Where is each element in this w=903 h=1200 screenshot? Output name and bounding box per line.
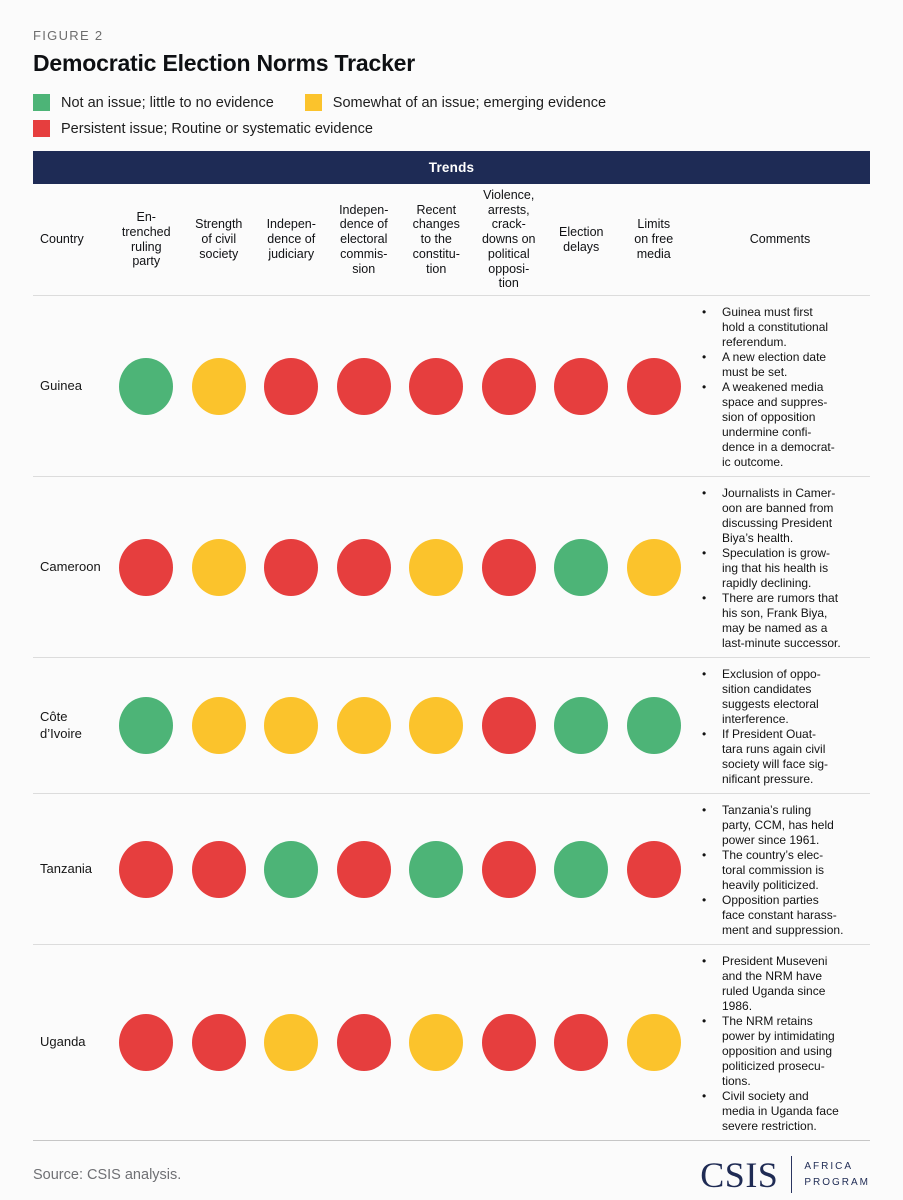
status-cell: [255, 945, 328, 1140]
status-dot-yellow: [192, 539, 246, 596]
column-header-indicator-6: Violence, arrests, crack- downs on political opposi- tion: [481, 187, 536, 291]
status-dot-red: [482, 539, 536, 596]
status-cell: [400, 477, 473, 657]
status-cell: [545, 945, 618, 1140]
status-cell: [473, 945, 546, 1140]
status-cell: [328, 296, 401, 476]
status-dot-green: [264, 841, 318, 898]
comments-list: [690, 667, 868, 787]
status-cell: [545, 477, 618, 657]
footer: [33, 1156, 870, 1193]
logo-divider: [791, 1156, 792, 1193]
status-dot-green: [554, 841, 608, 898]
status-dot-red: [119, 841, 173, 898]
source-text: Source: CSIS analysis.: [33, 1166, 182, 1183]
status-cell: [328, 477, 401, 657]
status-dot-red: [482, 1014, 536, 1071]
status-dot-yellow: [192, 358, 246, 415]
status-cell: [255, 477, 328, 657]
status-dot-red: [337, 539, 391, 596]
status-cell: [183, 794, 256, 944]
table-header-row: [33, 184, 870, 296]
legend-item-yellow: [305, 94, 606, 111]
comment-item: • Guinea must first hold a constitutional referendum.: [690, 305, 868, 350]
status-dot-yellow: [409, 697, 463, 754]
trends-band-label: Trends: [428, 160, 475, 175]
page-title: Democratic Election Norms Tracker: [33, 50, 416, 76]
status-dot-yellow: [627, 1014, 681, 1071]
status-dot-red: [482, 841, 536, 898]
figure-label: FIGURE 2: [33, 28, 104, 43]
status-cell: [618, 296, 691, 476]
comments-list: [690, 305, 868, 470]
status-cell: [110, 794, 183, 944]
comment-item: • The NRM retains power by intimidating opposition and using politicized prosecu- tions.: [690, 1014, 868, 1089]
table: [33, 151, 870, 1141]
comment-item: • A new election date must be set.: [690, 350, 868, 380]
red-legend-swatch-icon: [33, 120, 50, 137]
status-cell: [400, 658, 473, 793]
status-cell: [183, 945, 256, 1140]
status-cell: [618, 658, 691, 793]
status-cell: [255, 794, 328, 944]
column-header-indicator-5: Recent changes to the constitu- tion: [412, 202, 460, 276]
country-label: Uganda: [40, 1034, 86, 1050]
status-dot-red: [264, 358, 318, 415]
comments-cell: [690, 477, 870, 657]
status-dot-red: [554, 1014, 608, 1071]
status-dot-yellow: [409, 1014, 463, 1071]
csis-logo: [700, 1156, 870, 1193]
table-row-uganda: [33, 945, 870, 1141]
status-dot-yellow: [409, 539, 463, 596]
status-dot-red: [337, 358, 391, 415]
figure-header: [33, 28, 870, 137]
status-dot-red: [337, 841, 391, 898]
status-dot-red: [482, 697, 536, 754]
status-dot-red: [627, 841, 681, 898]
status-dot-yellow: [337, 697, 391, 754]
status-dot-green: [409, 841, 463, 898]
status-cell: [328, 794, 401, 944]
status-cell: [545, 794, 618, 944]
legend-row: [33, 120, 870, 137]
status-cell: [545, 658, 618, 793]
comment-item: • President Museveni and the NRM have ruled Uganda since 1986.: [690, 954, 868, 1014]
table-row-cameroon: [33, 477, 870, 658]
status-dot-green: [119, 358, 173, 415]
comments-list: [690, 954, 868, 1134]
status-dot-red: [192, 841, 246, 898]
comment-item: • There are rumors that his son, Frank Biya, may be named as a last-minute successor.: [690, 591, 868, 651]
status-cell: [400, 945, 473, 1140]
country-label: Guinea: [40, 377, 82, 393]
legend-row: [33, 94, 870, 111]
status-cell: [400, 296, 473, 476]
status-cell: [473, 794, 546, 944]
table-row-guinea: [33, 296, 870, 477]
logo-program: [804, 1159, 870, 1190]
column-header-indicator-2: Strength of civil society: [195, 217, 243, 261]
comments-cell: [690, 658, 870, 793]
comment-item: • Tanzania’s ruling party, CCM, has held power since 1961.: [690, 803, 868, 848]
legend: [33, 94, 870, 137]
status-dot-green: [554, 697, 608, 754]
table-row-tanzania: [33, 794, 870, 945]
comment-item: • Opposition parties face constant harass- ment and suppression.: [690, 893, 868, 938]
table-body: [33, 296, 870, 1141]
comment-item: • The country’s elec- toral commission is heavily politicized.: [690, 848, 868, 893]
comments-cell: [690, 794, 870, 944]
comment-item: • If President Ouat- tara runs again civil society will face sig- nificant pressure.: [690, 727, 868, 787]
status-dot-red: [264, 539, 318, 596]
logo-program-line2: PROGRAM: [804, 1176, 870, 1188]
comments-list: [690, 486, 868, 651]
column-header-country: Country: [40, 232, 84, 247]
status-cell: [183, 658, 256, 793]
column-header-indicator-1: En- trenched ruling party: [121, 210, 171, 269]
status-dot-yellow: [264, 1014, 318, 1071]
logo-program-line1: AFRICA: [804, 1161, 853, 1172]
status-dot-yellow: [627, 539, 681, 596]
column-header-comments: Comments: [749, 232, 811, 247]
status-cell: [110, 945, 183, 1140]
status-cell: [255, 658, 328, 793]
status-cell: [618, 945, 691, 1140]
status-cell: [255, 296, 328, 476]
legend-item-green: [33, 94, 274, 111]
comment-item: • Exclusion of oppo- sition candidates suggests electoral interference.: [690, 667, 868, 727]
column-header-indicator-4: Indepen- dence of electoral commis- sion: [339, 202, 389, 276]
country-label: Cameroon: [40, 558, 101, 574]
status-cell: [328, 945, 401, 1140]
csis-logo-wordmark: CSIS: [700, 1154, 779, 1195]
status-dot-red: [409, 358, 463, 415]
status-cell: [328, 658, 401, 793]
country-label: Côte d’Ivoire: [40, 709, 82, 741]
status-dot-yellow: [192, 697, 246, 754]
status-cell: [545, 296, 618, 476]
legend-label: Somewhat of an issue; emerging evidence: [332, 94, 607, 111]
status-cell: [110, 658, 183, 793]
status-cell: [618, 477, 691, 657]
status-cell: [110, 296, 183, 476]
column-header-indicator-7: Election delays: [559, 224, 604, 254]
status-dot-green: [627, 697, 681, 754]
status-dot-red: [119, 1014, 173, 1071]
comment-item: • Speculation is grow- ing that his health is rapidly declining.: [690, 546, 868, 591]
legend-item-red: [33, 120, 373, 137]
legend-label: Persistent issue; Routine or systematic evidence: [61, 120, 373, 137]
status-cell: [400, 794, 473, 944]
trends-band: [33, 151, 870, 184]
status-dot-yellow: [264, 697, 318, 754]
status-dot-red: [482, 358, 536, 415]
yellow-legend-swatch-icon: [305, 94, 322, 111]
status-dot-red: [192, 1014, 246, 1071]
status-cell: [473, 296, 546, 476]
status-cell: [473, 658, 546, 793]
status-cell: [183, 477, 256, 657]
table-row-c-te-d-ivoire: [33, 658, 870, 794]
comment-item: • Journalists in Camer- oon are banned from discussing President Biya’s health.: [690, 486, 868, 546]
comment-item: • A weakened media space and suppres- sion of opposition undermine confi- dence in a democrat- ic outcome.: [690, 380, 868, 470]
column-header-indicator-8: Limits on free media: [634, 217, 674, 261]
column-header-indicator-3: Indepen- dence of judiciary: [266, 217, 316, 261]
comment-item: • Civil society and media in Uganda face severe restriction.: [690, 1089, 868, 1134]
status-dot-green: [119, 697, 173, 754]
comments-cell: [690, 945, 870, 1140]
status-dot-red: [337, 1014, 391, 1071]
status-dot-red: [554, 358, 608, 415]
comments-cell: [690, 296, 870, 476]
status-cell: [618, 794, 691, 944]
green-legend-swatch-icon: [33, 94, 50, 111]
status-dot-green: [554, 539, 608, 596]
status-cell: [473, 477, 546, 657]
legend-label: Not an issue; little to no evidence: [61, 94, 274, 111]
comments-list: [690, 803, 868, 938]
status-cell: [183, 296, 256, 476]
status-dot-red: [627, 358, 681, 415]
status-dot-red: [119, 539, 173, 596]
country-label: Tanzania: [40, 860, 93, 876]
status-cell: [110, 477, 183, 657]
